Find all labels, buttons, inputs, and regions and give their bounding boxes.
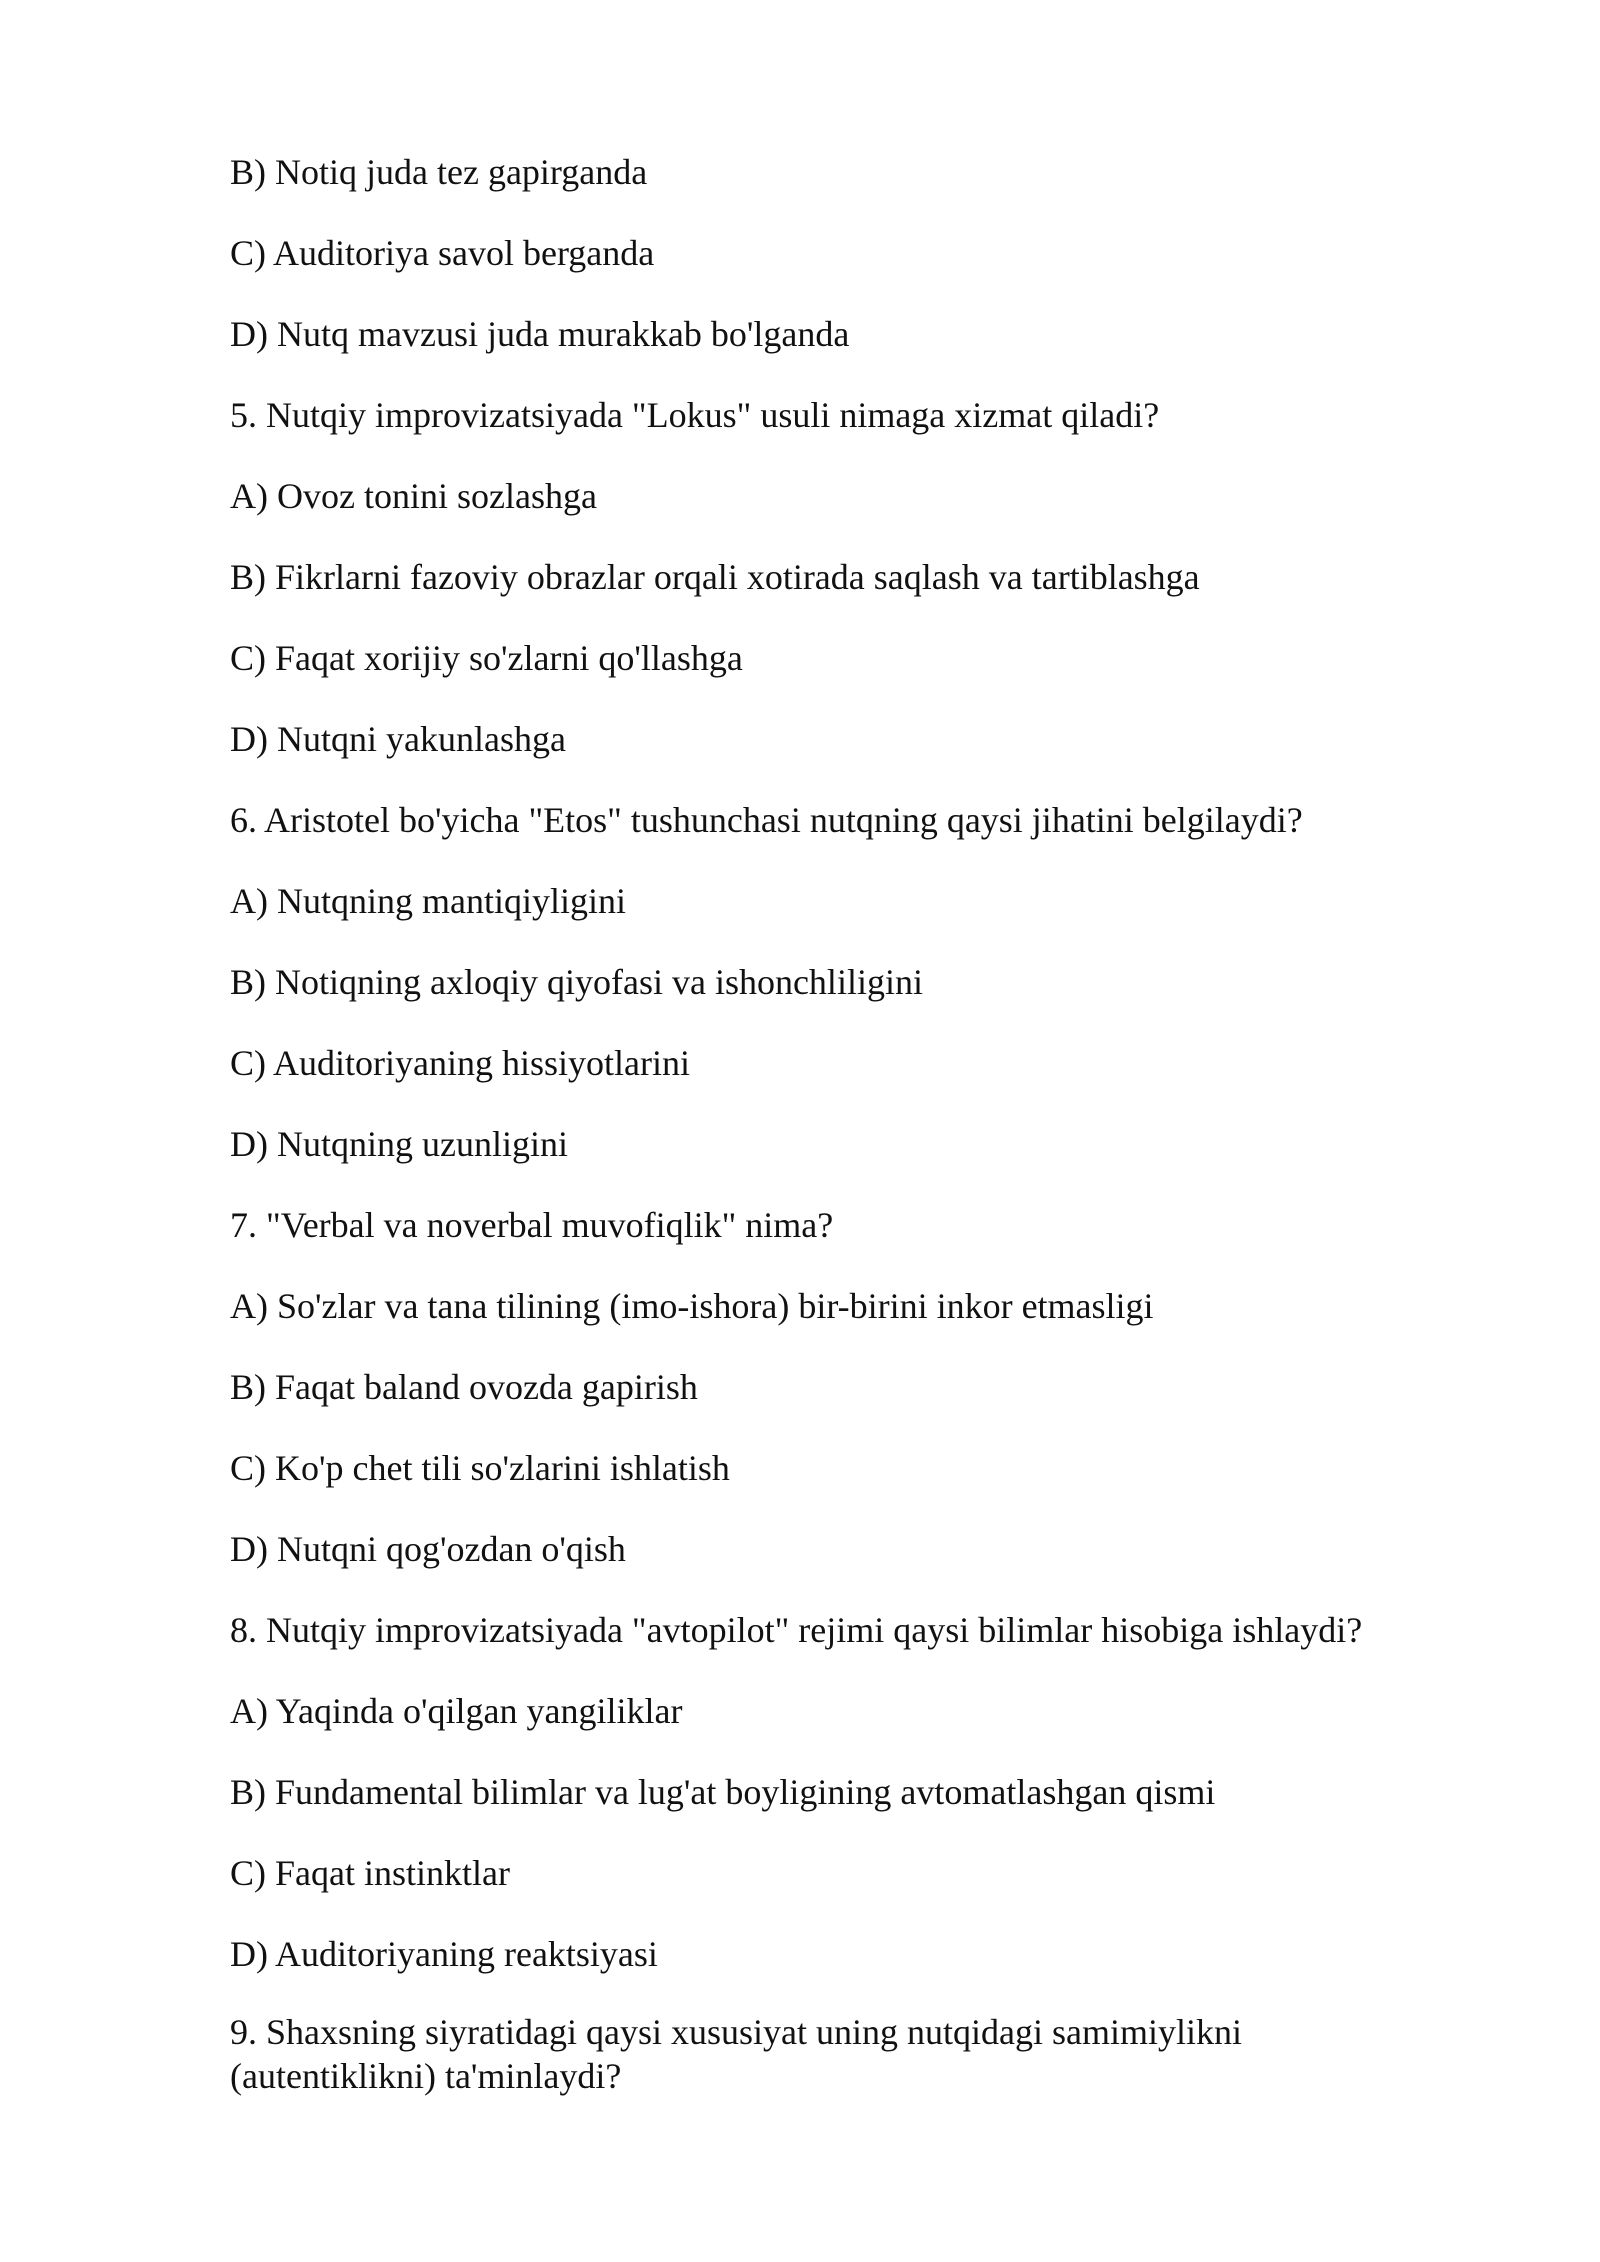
answer-option-b: B) Notiq juda tez gapirganda xyxy=(230,152,648,192)
document-page xyxy=(230,150,1430,2135)
answer-option-c: C) Auditoriya savol berganda xyxy=(230,233,655,273)
question-7: 7. "Verbal va noverbal muvofiqlik" nima? xyxy=(230,1205,834,1245)
answer-option-c: C) Auditoriyaning hissiyotlarini xyxy=(230,1043,690,1083)
answer-option-c: C) Faqat instinktlar xyxy=(230,1853,510,1893)
answer-option-d: D) Nutqni qog'ozdan o'qish xyxy=(230,1529,626,1569)
question-8: 8. Nutqiy improvizatsiyada "avtopilot" rejimi qaysi bilimlar hisobiga ishlaydi? xyxy=(230,1610,1363,1650)
answer-option-d: D) Nutqni yakunlashga xyxy=(230,719,566,759)
answer-option-a: A) Nutqning mantiqiyligini xyxy=(230,881,626,921)
answer-option-d: D) Nutq mavzusi juda murakkab bo'lganda xyxy=(230,314,850,354)
answer-option-b: B) Fundamental bilimlar va lug'at boyligining avtomatlashgan qismi xyxy=(230,1772,1216,1812)
answer-option-d: D) Auditoriyaning reaktsiyasi xyxy=(230,1934,658,1974)
question-9-line-1: 9. Shaxsning siyratidagi qaysi xususiyat uning nutqidagi samimiylikni xyxy=(230,2012,1242,2052)
answer-option-c: C) Ko'p chet tili so'zlarini ishlatish xyxy=(230,1448,730,1488)
answer-option-b: B) Faqat baland ovozda gapirish xyxy=(230,1367,698,1407)
question-9-line-2: (autentiklikni) ta'minlaydi? xyxy=(230,2056,622,2096)
answer-option-d: D) Nutqning uzunligini xyxy=(230,1124,568,1164)
question-5: 5. Nutqiy improvizatsiyada "Lokus" usuli nimaga xizmat qiladi? xyxy=(230,395,1160,435)
answer-option-a: A) Yaqinda o'qilgan yangiliklar xyxy=(230,1691,683,1731)
question-6: 6. Aristotel bo'yicha "Etos" tushunchasi nutqning qaysi jihatini belgilaydi? xyxy=(230,800,1303,840)
answer-option-b: B) Fikrlarni fazoviy obrazlar orqali xotirada saqlash va tartiblashga xyxy=(230,557,1200,597)
answer-option-b: B) Notiqning axloqiy qiyofasi va ishonchliligini xyxy=(230,962,923,1002)
answer-option-c: C) Faqat xorijiy so'zlarni qo'llashga xyxy=(230,638,743,678)
answer-option-a: A) So'zlar va tana tilining (imo-ishora) bir-birini inkor etmasligi xyxy=(230,1286,1154,1326)
question-9 xyxy=(230,2010,1430,2098)
answer-option-a: A) Ovoz tonini sozlashga xyxy=(230,476,597,516)
